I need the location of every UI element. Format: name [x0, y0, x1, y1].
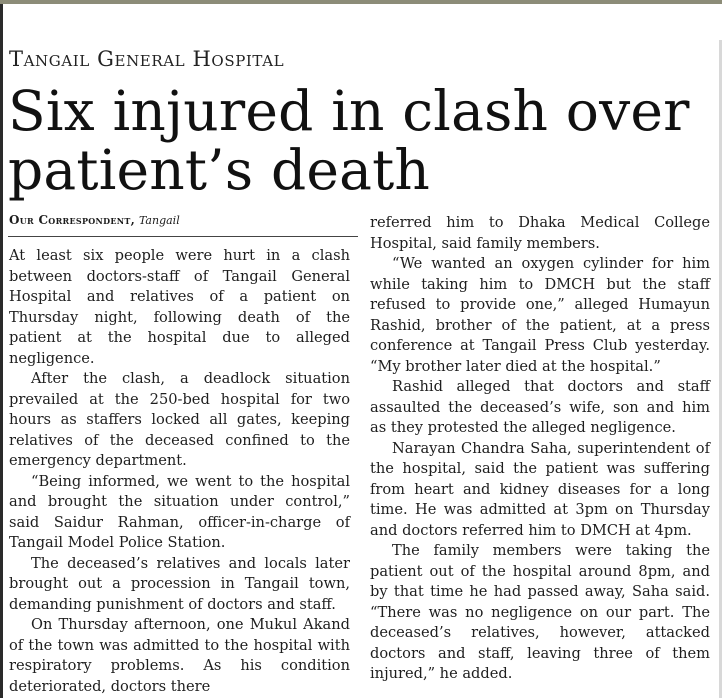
paragraph: On Thursday afternoon, one Mukul Akand of the town was admitted to the hospital with respiratory problems. As his condition deteriorated, doctors there — [9, 616, 350, 695]
article-column-right — [370, 213, 710, 685]
byline-author: Our Correspondent, — [9, 213, 136, 227]
page-left-edge — [0, 4, 3, 698]
paragraph: “Being informed, we went to the hospital and brought the situation under control,” said Saidur Rahman, officer-in-charge of Tangail Model Police Station. — [9, 472, 350, 551]
paragraph: Narayan Chandra Saha, superintendent of the hospital, said the patient was suffering from heart and kidney diseases for a long time. He was admitted at 3pm on Thursday and doctors referred him to DMCH at 4pm. — [370, 439, 710, 539]
paragraph-continued: referred him to Dhaka Medical College Hospital, said family members. — [370, 214, 710, 252]
byline-rule — [8, 236, 358, 237]
article-headline — [8, 79, 708, 202]
top-rule — [0, 0, 722, 4]
headline-line-1: Six injured in clash over — [8, 79, 690, 143]
article-column-left — [9, 246, 350, 697]
headline-line-2: patient’s death — [8, 138, 431, 202]
article-kicker: Tangail General Hospital — [9, 47, 285, 71]
paragraph: At least six people were hurt in a clash between doctors-staff of Tangail General Hospital and relatives of a patient on Thursday night, following death of the patient at the hospital due to alleged negligence. — [9, 247, 350, 367]
paragraph: After the clash, a deadlock situation prevailed at the 250-bed hospital for two hours as staffers locked all gates, keeping relatives of the deceased confined to the emergency department. — [9, 370, 350, 469]
paragraph: The family members were taking the patient out of the hospital around 8pm, and by that time he had passed away, Saha said. “There was no negligence on our part. The deceased’s relatives, however, attacked doctors and staff, leaving three of them injured,” he added. — [370, 542, 710, 682]
paragraph: The deceased’s relatives and locals later brought out a procession in Tangail town, demanding punishment of doctors and staff. — [9, 554, 350, 613]
byline-location: Tangail — [138, 214, 180, 227]
byline — [9, 213, 180, 227]
paragraph: Rashid alleged that doctors and staff assaulted the deceased’s wife, son and him as they protested the alleged negligence. — [370, 378, 710, 436]
paragraph: “We wanted an oxygen cylinder for him while taking him to DMCH but the staff refused to provide one,” alleged Humayun Rashid, brother of the patient, at a press conference at Tangail Press Club yesterday. “My brother later died at the hospital.” — [370, 255, 710, 375]
